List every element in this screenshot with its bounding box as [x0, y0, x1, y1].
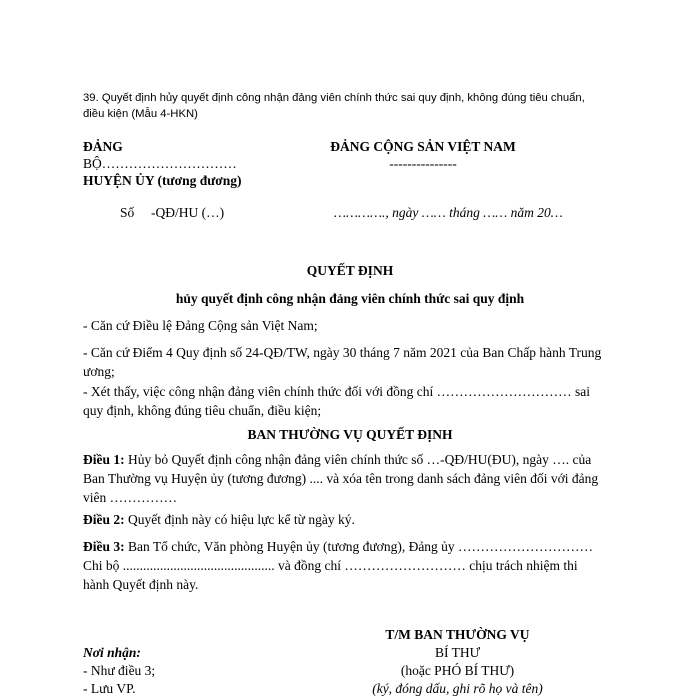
- article-3-line-3: hành Quyết định này.: [83, 577, 199, 592]
- signature-instruction: (ký, đóng dấu, ghi rõ họ và tên): [372, 681, 543, 696]
- document-number-label: Số: [120, 205, 135, 220]
- caption-line-1: 39. Quyết định hủy quyết định công nhận đảng viên chính thức sai quy định, không đúng tiêu chuẩn,: [83, 92, 585, 104]
- preamble-item-1: - Căn cứ Điều lệ Đảng Cộng sản Việt Nam;: [83, 318, 318, 333]
- recipient-item: - Lưu VP.: [83, 681, 136, 696]
- article-1-label: Điều 1:: [83, 452, 125, 467]
- recipient-item: - Như điều 3;: [83, 663, 156, 678]
- recipients-heading: Nơi nhận:: [83, 645, 141, 660]
- document-caption: [83, 90, 585, 122]
- article-3-line-2: Chi bộ ............................................. và đồng chí ……………………… chịu trách nhiệm thi: [83, 558, 578, 573]
- decision-heading: BAN THƯỜNG VỤ QUYẾT ĐỊNH: [247, 427, 453, 442]
- national-party-title: ĐẢNG CỘNG SẢN VIỆT NAM: [330, 139, 516, 154]
- document-number-code: -QĐ/HU (…): [151, 205, 225, 220]
- article-2: [83, 510, 603, 529]
- document-subtitle: hủy quyết định công nhận đảng viên chính thức sai quy định: [175, 291, 525, 306]
- preamble-item-2-line-2: ương;: [83, 364, 115, 379]
- header-left-line-2: BỘ…………………………: [83, 156, 237, 171]
- article-3: [83, 537, 603, 594]
- article-1: [83, 450, 603, 507]
- header-left-line-3: HUYỆN ỦY (tương đương): [83, 173, 242, 188]
- header-left-line-1: ĐẢNG: [83, 139, 123, 154]
- preamble-item-2: [83, 343, 603, 381]
- preamble-item-3-line-1: - Xét thấy, việc công nhận đảng viên chính thức đối với đồng chí ………………………… sai: [83, 384, 590, 399]
- article-1-line-1: Hủy bỏ Quyết định công nhận đảng viên chính thức số …-QĐ/HU(ĐU), ngày …. của: [124, 452, 592, 467]
- header-divider: ---------------: [389, 156, 457, 171]
- caption-line-2: điều kiện (Mẫu 4-HKN): [83, 108, 198, 120]
- article-1-line-3: viên ……………: [83, 490, 178, 505]
- article-3-label: Điều 3:: [83, 539, 125, 554]
- signature-title: T/M BAN THƯỜNG VỤ: [385, 627, 530, 642]
- article-1-line-2: Ban Thường vụ Huyện ủy (tương đương) .... và xóa tên trong danh sách đảng viên đối với đảng: [83, 471, 599, 486]
- party-committee-header: [83, 138, 123, 156]
- preamble-item-3: [83, 382, 603, 420]
- article-2-text: Quyết định này có hiệu lực kể từ ngày ký.: [124, 512, 355, 527]
- document-title: QUYẾT ĐỊNH: [306, 263, 394, 278]
- preamble-item-3-line-2: quy định, không đúng tiêu chuẩn, điều kiện;: [83, 403, 322, 418]
- preamble-item-2-line-1: - Căn cứ Điểm 4 Quy định số 24-QĐ/TW, ngày 30 tháng 7 năm 2021 của Ban Chấp hành Trung: [83, 345, 602, 360]
- signature-alt-role: (hoặc PHÓ BÍ THƯ): [400, 663, 515, 678]
- article-2-label: Điều 2:: [83, 512, 125, 527]
- document-date: …………., ngày …… tháng …… năm 20…: [334, 205, 563, 220]
- signature-role: BÍ THƯ: [434, 645, 481, 660]
- article-3-line-1: Ban Tổ chức, Văn phòng Huyện ủy (tương đương), Đảng ủy …………………………: [124, 539, 594, 554]
